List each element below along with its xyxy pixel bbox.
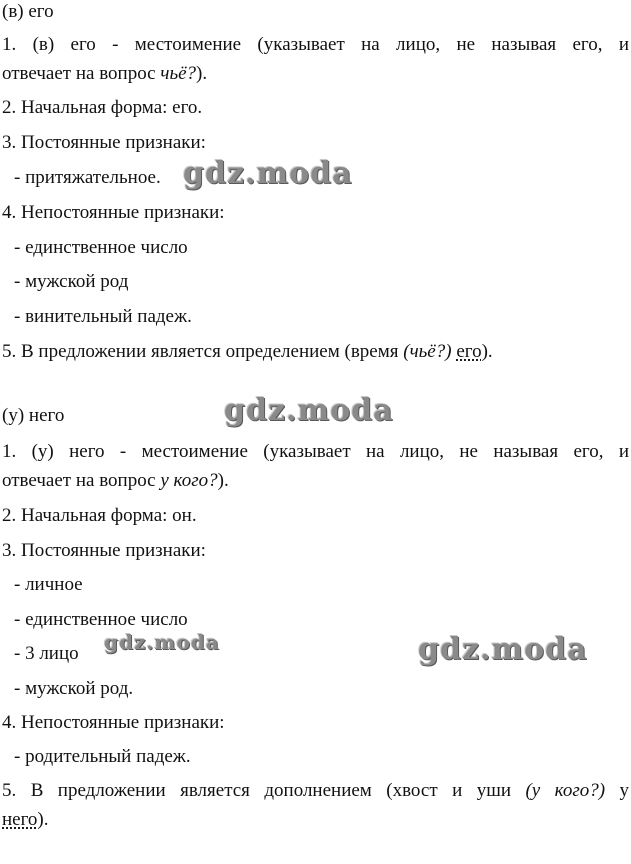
section2-item1-line1: 1. (у) него - местоимение (указывает на лицо, не называя его, и — [2, 441, 629, 462]
section2-heading: (у) него — [2, 405, 65, 426]
section2-item4: 4. Непостоянные признаки: — [2, 712, 225, 733]
watermark-logo: gdz.moda — [104, 630, 220, 654]
section2-item3-list-item: - личное — [14, 574, 83, 595]
section2-item4-list-item: - родительный падеж. — [14, 746, 191, 767]
section2-item3: 3. Постоянные признаки: — [2, 540, 206, 561]
section1-item5-question: (чьё?) — [403, 341, 452, 362]
section2-item3-list-item: - единственное число — [14, 609, 188, 630]
section2-item3-list-item: - мужской род. — [14, 678, 134, 699]
section1-item1-line2-pre: отвечает на вопрос — [2, 63, 161, 84]
section2-item5-question: (у кого?) — [525, 780, 606, 801]
section2-item5-line2 — [2, 808, 49, 832]
section1-item3-list-item: - притяжательное. — [14, 167, 161, 188]
section1-item1-line1: 1. (в) его - местоимение (указывает на лицо, не называя его, и — [2, 34, 629, 55]
section1-item4-list-item: - мужской род — [14, 271, 129, 292]
section1-item5-word: его — [456, 341, 482, 362]
section1-question-word: чьё? — [160, 63, 197, 84]
section1-heading: (в) его — [2, 1, 54, 22]
watermark-logo: gdz.moda — [224, 393, 394, 428]
section2-item1-line2-pre: отвечает на вопрос — [2, 470, 161, 491]
section2-item5-line1 — [2, 779, 629, 803]
section1-item5 — [2, 340, 493, 364]
section2-item5-line2-post: ). — [37, 809, 49, 830]
watermark-logo: gdz.moda — [418, 632, 588, 667]
section2-question-word: у кого? — [160, 470, 218, 491]
section1-item1-line2-post: ). — [196, 63, 208, 84]
section2-item3-list-item: - 3 лицо — [14, 643, 79, 664]
section1-item3: 3. Постоянные признаки: — [2, 132, 206, 153]
section2-item5-word: него — [2, 809, 38, 830]
section2-item5-post: у — [605, 780, 630, 801]
section1-item2: 2. Начальная форма: его. — [2, 97, 203, 118]
section1-item1-line2 — [2, 62, 207, 86]
section2-item2: 2. Начальная форма: он. — [2, 505, 197, 526]
section2-item5-pre: 5. В предложении является дополнением (хвост и уши — [2, 780, 526, 801]
section1-item5-post: ). — [481, 341, 493, 362]
section1-item4: 4. Непостоянные признаки: — [2, 202, 225, 223]
section2-item1-line2 — [2, 469, 229, 493]
section1-item4-list-item: - винительный падеж. — [14, 306, 192, 327]
watermark-logo: gdz.moda — [183, 156, 353, 191]
section1-item4-list-item: - единственное число — [14, 237, 188, 258]
section1-item5-pre: 5. В предложении является определением (время — [2, 341, 404, 362]
section2-item1-line2-post: ). — [217, 470, 229, 491]
